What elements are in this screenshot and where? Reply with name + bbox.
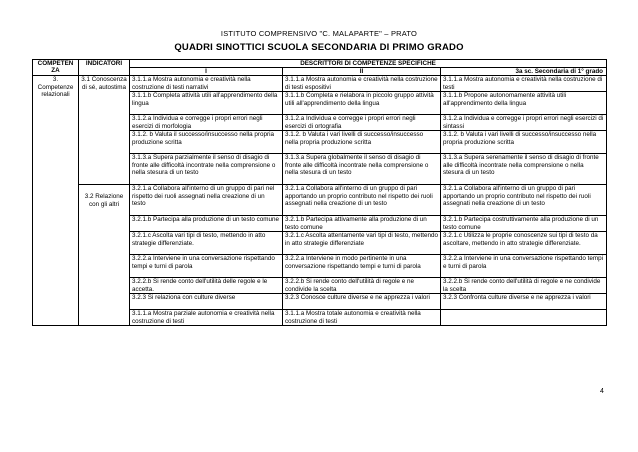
descriptor-cell: 3.2.3 Confronta culture diverse e ne apprezza i valori bbox=[441, 294, 607, 310]
header-competenza: COMPETEN ZA bbox=[33, 60, 79, 76]
header-indicatori: INDICATORI bbox=[79, 60, 130, 76]
descriptor-cell: 3.2.2.a Interviene in una conversazione rispettando tempi e turni di parola bbox=[441, 255, 607, 278]
indicator-3-2: 3.2 Relazione con gli altri bbox=[79, 185, 130, 326]
header-descrittori: DESCRITTORI DI COMPETENZE SPECIFICHE bbox=[130, 60, 607, 68]
table-header-row bbox=[33, 60, 607, 68]
descriptor-cell: 3.1.2. b Valuta i vari livelli di successo/insuccesso nella propria produzione scritta bbox=[283, 131, 441, 154]
competence-table bbox=[32, 59, 607, 326]
descriptor-cell: 3.2.1.b Partecipa costruttivamente alla produzione di un testo comune bbox=[441, 216, 607, 232]
descriptor-cell: 3.1.3.a Supera parzialmente il senso di disagio di fronte alle difficoltà incontrate nella comprensione o nella stesura di un testo bbox=[130, 154, 283, 185]
descriptor-cell: 3.2.1.c Ascolta attentamente vari tipi di testo, mettendo in atto strategie differenziate bbox=[283, 232, 441, 255]
descriptor-cell: 3.2.1.c Utilizza le proprie conoscenze sui tipi di testo da ascoltare, mettendo in atto strategie differenziate. bbox=[441, 232, 607, 255]
descriptor-cell: 3.2.3 Si relaziona con culture diverse bbox=[130, 294, 283, 310]
descriptor-cell: 3.2.1.a Collabora all'interno di un gruppo di pari apportando un proprio contributo nel rispetto dei ruoli assegnati nella creazione di un testo bbox=[283, 185, 441, 216]
descriptor-cell: 3.1.3.a Supera globalmente il senso di disagio di fronte alle difficoltà incontrate nella comprensione o nella stesura di un testo bbox=[283, 154, 441, 185]
descriptor-cell: 3.2.1.b Partecipa attivamente alla produzione di un testo comune bbox=[283, 216, 441, 232]
descriptor-cell: 3.2.1.a Collabora all'interno di un gruppo di pari apportando un proprio contributo nel rispetto dei ruoli assegnati nella creazione di un testo bbox=[441, 185, 607, 216]
header-col-3: 3a sc. Secondaria di 1° grado bbox=[441, 68, 607, 76]
descriptor-cell: 3.1.1.a Mostra autonomia e creatività nella costruzione di testi bbox=[441, 76, 607, 92]
descriptor-cell: 3.1.1.b Completa attività utili all'apprendimento della lingua bbox=[130, 92, 283, 115]
descriptor-cell: 3.1.1.a Mostra autonomia e creatività nella costruzione di testi espositivi bbox=[283, 76, 441, 92]
descriptor-cell: 3.2.2.a Interviene in una conversazione rispettando tempi e turni di parola bbox=[130, 255, 283, 278]
descriptor-cell: 3.2.2.b Si rende conto dell'utilità delle regole e le accetta. bbox=[130, 278, 283, 294]
descriptor-cell: 3.2.1.a Collabora all'interno di un gruppo di pari nel rispetto dei ruoli assegnati nella creazione di un testo bbox=[130, 185, 283, 216]
table-row bbox=[33, 185, 607, 216]
descriptor-cell: 3.1.1.a Mostra totale autonomia e creatività nella costruzione di testi bbox=[283, 310, 441, 326]
descriptor-cell: 3.2.1.c Ascolta vari tipi di testo, mettendo in atto strategie differenziate. bbox=[130, 232, 283, 255]
table-row bbox=[33, 76, 607, 92]
page-number: 4 bbox=[600, 388, 604, 395]
descriptor-cell: 3.2.2.b Si rende conto dell'utilità di regole e ne condivide la scelta bbox=[441, 278, 607, 294]
page-title: QUADRI SINOTTICI SCUOLA SECONDARIA DI PRIMO GRADO bbox=[174, 42, 464, 53]
descriptor-cell: 3.1.2. b Valuta i vari livelli di successo/insuccesso nella propria produzione scritta bbox=[441, 131, 607, 154]
header-col-1: I bbox=[130, 68, 283, 76]
competenza-cell: 3. Competenze relazionali bbox=[33, 76, 79, 326]
descriptor-cell: 3.1.2. b Valuta il successo/insuccesso nella propria produzione scritta bbox=[130, 131, 283, 154]
descriptor-cell bbox=[441, 310, 607, 326]
descriptor-cell: 3.1.1.b Propone autonomamente attività utili all'apprendimento della lingua bbox=[441, 92, 607, 115]
institute-name: ISTITUTO COMPRENSIVO "C. MALAPARTE" – PRATO bbox=[220, 29, 418, 38]
indicator-3-1: 3.1 Conoscenza di sé, autostima bbox=[79, 76, 130, 185]
descriptor-cell: 3.1.1.b Completa e rielabora in piccolo gruppo attività utili all'apprendimento della lingua bbox=[283, 92, 441, 115]
descriptor-cell: 3.2.2.b Si rende conto dell'utilità di regole e ne condivide la scelta bbox=[283, 278, 441, 294]
descriptor-cell: 3.1.2.a Individua e corregge i propri errori negli esercizi di sintassi bbox=[441, 115, 607, 131]
descriptor-cell: 3.1.2.a Individua e corregge i propri errori negli esercizi di ortografia bbox=[283, 115, 441, 131]
descriptor-cell: 3.2.2.a Interviene in modo pertinente in una conversazione rispettando tempi e turni di parola bbox=[283, 255, 441, 278]
descriptor-cell: 3.1.2.a Individua e corregge i propri errori negli esercizi di morfologia bbox=[130, 115, 283, 131]
descriptor-cell: 3.2.3 Conosce culture diverse e ne apprezza i valori bbox=[283, 294, 441, 310]
descriptor-cell: 3.1.3.a Supera serenamente il senso di disagio di fronte alle difficoltà incontrate nella comprensione o nella stesura di un testo bbox=[441, 154, 607, 185]
header-col-2: II bbox=[283, 68, 441, 76]
descriptor-cell: 3.1.1.a Mostra autonomia e creatività nella costruzione di testi narrativi bbox=[130, 76, 283, 92]
descriptor-cell: 3.2.1.b Partecipa alla produzione di un testo comune bbox=[130, 216, 283, 232]
descriptor-cell: 3.1.1.a Mostra parziale autonomia e creatività nella costruzione di testi bbox=[130, 310, 283, 326]
